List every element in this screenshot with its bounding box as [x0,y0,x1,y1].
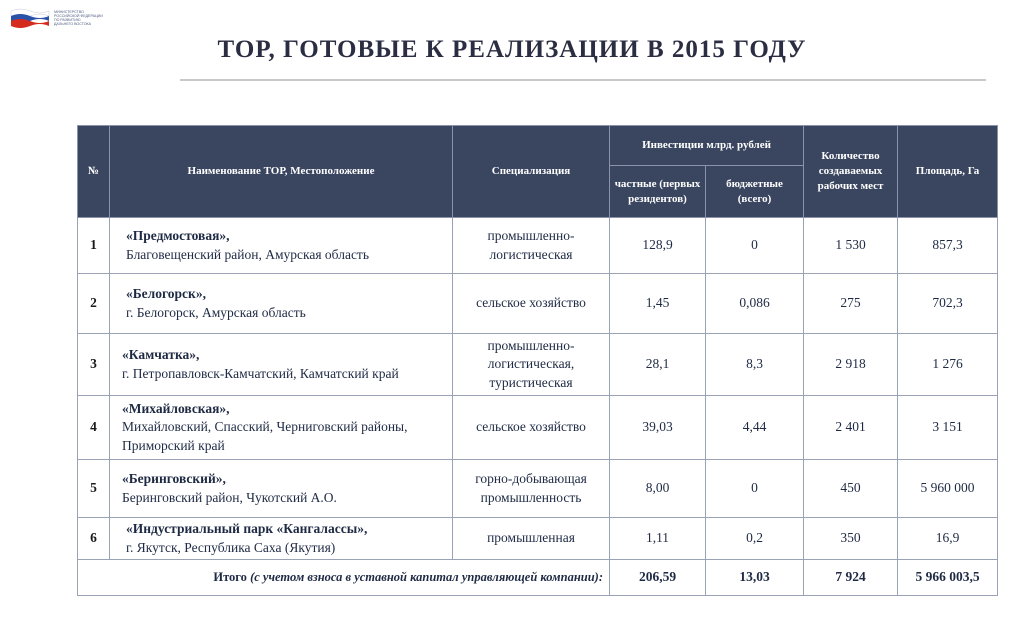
table-row [78,274,998,334]
header-area: Площадь, Га [898,126,998,218]
tor-name: «Белогорск», [126,286,206,302]
row-private: 8,00 [610,460,706,518]
row-spec: горно-добывающая промышленность [453,460,610,518]
row-name-cell [110,218,453,274]
flag-emblem-icon [10,7,50,29]
total-label [78,560,610,596]
header-jobs: Количество создаваемых рабочих мест [804,126,898,218]
row-private: 128,9 [610,218,706,274]
tor-location: г. Белогорск, Амурская область [126,304,306,320]
row-area: 3 151 [898,396,998,460]
row-budget: 4,44 [706,396,804,460]
row-area: 702,3 [898,274,998,334]
row-name-cell [110,334,453,396]
tor-name: «Индустриальный парк «Кангалассы», [126,521,368,537]
header-spec: Специализация [453,126,610,218]
row-num: 2 [78,274,110,334]
tor-name: «Предмостовая», [126,228,230,244]
row-spec: сельское хозяйство [453,396,610,460]
tor-location: Беринговский район, Чукотский А.О. [122,489,337,505]
row-budget: 8,3 [706,334,804,396]
row-private: 1,11 [610,518,706,560]
table-row [78,334,998,396]
row-area: 16,9 [898,518,998,560]
row-name-cell [110,396,453,460]
ministry-name: МИНИСТЕРСТВО РОССИЙСКОЙ ФЕДЕРАЦИИ ПО РАЗВИТИЮ ДАЛЬНЕГО ВОСТОКА [54,9,103,27]
total-budget: 13,03 [706,560,804,596]
row-area: 857,3 [898,218,998,274]
row-private: 1,45 [610,274,706,334]
row-spec: сельское хозяйство [453,274,610,334]
table-row [78,218,998,274]
tor-name: «Михайловская», [122,401,230,417]
row-area: 5 960 000 [898,460,998,518]
row-budget: 0,086 [706,274,804,334]
row-jobs: 2 401 [804,396,898,460]
row-private: 39,03 [610,396,706,460]
tor-location: Благовещенский район, Амурская область [126,246,369,262]
row-name-cell [110,274,453,334]
row-jobs: 275 [804,274,898,334]
row-jobs: 2 918 [804,334,898,396]
row-budget: 0,2 [706,518,804,560]
row-name-cell [110,518,453,560]
row-num: 1 [78,218,110,274]
tor-location: Михайловский, Спасский, Черниговский районы, Приморский край [122,419,408,453]
tor-name: «Беринговский», [122,471,226,487]
page-title: ТОР, ГОТОВЫЕ К РЕАЛИЗАЦИИ В 2015 ГОДУ [217,36,807,63]
total-label-main: Итого [213,570,247,585]
row-num: 5 [78,460,110,518]
title-divider [180,79,986,81]
ministry-logo [10,6,120,30]
table-row [78,518,998,560]
tor-table [77,125,998,596]
total-row [78,560,998,596]
row-jobs: 450 [804,460,898,518]
table-row [78,396,998,460]
header-name: Наименование ТОР, Местоположение [110,126,453,218]
total-label-note: (с учетом взноса в уставной капитал управляющей компании): [250,570,603,585]
row-jobs: 350 [804,518,898,560]
row-num: 3 [78,334,110,396]
header-private: частные (первых резидентов) [610,166,706,218]
total-area: 5 966 003,5 [898,560,998,596]
row-budget: 0 [706,218,804,274]
row-spec: промышленно-логистическая, туристическая [453,334,610,396]
row-budget: 0 [706,460,804,518]
row-name-cell [110,460,453,518]
row-area: 1 276 [898,334,998,396]
row-spec: промышленно-логистическая [453,218,610,274]
header-invest: Инвестиции млрд. рублей [610,126,804,166]
row-spec: промышленная [453,518,610,560]
tor-location: г. Петропавловск-Камчатский, Камчатский край [122,365,399,381]
header-num: № [78,126,110,218]
total-private: 206,59 [610,560,706,596]
row-num: 6 [78,518,110,560]
row-jobs: 1 530 [804,218,898,274]
row-num: 4 [78,396,110,460]
tor-location: г. Якутск, Республика Саха (Якутия) [126,539,336,555]
header-budget: бюджетные (всего) [706,166,804,218]
table-row [78,460,998,518]
total-jobs: 7 924 [804,560,898,596]
tor-name: «Камчатка», [122,347,200,363]
row-private: 28,1 [610,334,706,396]
